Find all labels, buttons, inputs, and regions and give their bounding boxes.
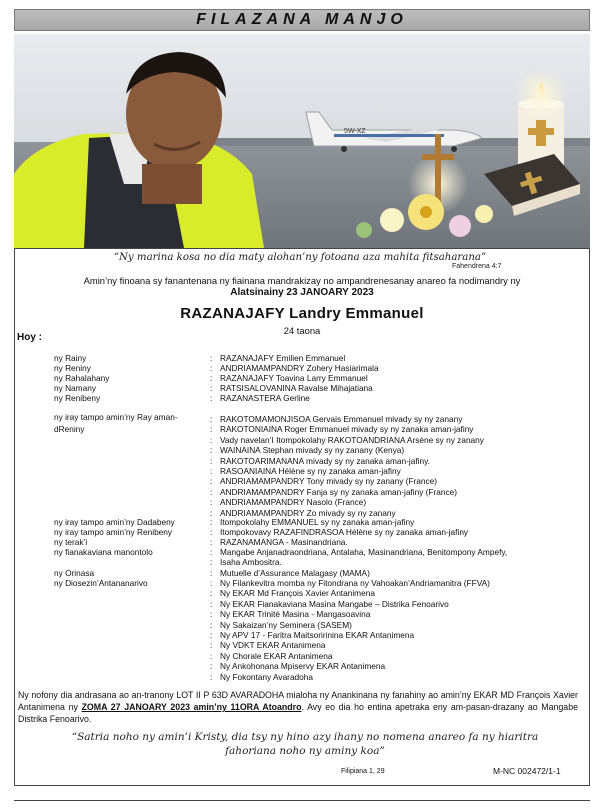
relative-entry [210, 497, 366, 507]
burial-date-highlight: ZOMA 27 JANOARY 2023 amin’ny 11ORA Atoandro [81, 702, 302, 712]
announcement-line: Amin’ny finoana sy fanantenana ny fiainana mandrakizay no ampandrenesanay anareo fa nodimandry ny [83, 275, 521, 286]
entry-colon: : [210, 353, 213, 363]
death-date: Alatsinainy 23 JANOARY 2023 [230, 287, 374, 298]
relative-label: ny iray tampo amin’ny Dadabeny [54, 517, 175, 527]
relative-entry [210, 414, 462, 424]
entry-colon: : [210, 598, 213, 609]
relative-entry [210, 537, 348, 547]
relative-entry-text: RAZANASTERA Gerline [220, 393, 310, 403]
entry-colon: : [210, 671, 213, 682]
relative-entry [210, 599, 449, 609]
entry-colon: : [210, 424, 213, 435]
relative-entry [210, 609, 370, 619]
epigraph-reference: Fahendrena 4:7 [452, 263, 502, 270]
relative-entry [210, 568, 370, 578]
relative-entry-text: Ny Filankevitra momba ny Fitondrana ny Vahoakan’Andriamanitra (FFVA) [220, 578, 490, 588]
bottom-divider [14, 800, 590, 801]
burial-text-before: Ny nofony dia andrasana ao an-tranony LOT II P 63D AVARADOHA mialoha ny Anankinana ny fanahiny ao amin’ny EKAR MD François Xavier Antanimena ny [18, 690, 578, 712]
relative-entry [210, 466, 401, 476]
entry-colon: : [210, 517, 213, 527]
closing-reference: Filipiana 1, 29 [341, 768, 385, 775]
relative-label: ny terak’i [54, 537, 88, 547]
relative-entry [210, 445, 404, 455]
entry-colon: : [210, 476, 213, 487]
relative-entry [210, 578, 490, 588]
relative-entry [210, 353, 345, 363]
entry-colon: : [210, 609, 213, 620]
burial-text-after: . Avy eo dia ho entina apetraka eny am-pasan-drazany ao Mangabe Distrika Fenoarivo. [18, 702, 578, 724]
svg-text:5W-XZ: 5W-XZ [344, 128, 366, 135]
entry-colon: : [210, 383, 213, 393]
deceased-name: RAZANAJAFY Landry Emmanuel [180, 305, 424, 322]
relative-entry [210, 672, 313, 682]
relative-entry-text: ANDRIAMAMPANDRY Nasolo (France) [220, 497, 367, 508]
relative-entry-text: Mutuelle d’Assurance Malagasy (MAMA) [220, 568, 370, 578]
entry-colon: : [210, 578, 213, 588]
relative-entry-text: Ny EKAR Md François Xavier Antanimena [220, 588, 375, 599]
relative-entry [210, 476, 437, 486]
relative-entry [210, 424, 473, 434]
relative-entry-text: Ny EKAR Trinité Masina - Mangasoavina [220, 609, 371, 620]
entry-colon: : [210, 497, 213, 508]
relative-label: ny iray tampo amin’ny Ray aman-dReniny [54, 412, 178, 434]
epigraph-quote: “Ny marina kosa no dia maty alohan’ny fotoana aza mahita fitsaharana” [113, 252, 487, 263]
relative-entry-text: Itompokolahy EMMANUEL sy ny zanaka aman-jafiny [220, 517, 415, 527]
relative-entry [210, 393, 310, 403]
memorial-photo [14, 34, 590, 248]
reference-code: M-NC 002472/1-1 [493, 766, 561, 776]
deceased-age: 24 taona [283, 325, 321, 336]
entry-colon: : [210, 557, 213, 568]
relative-entry [210, 456, 430, 466]
relative-entry [210, 547, 507, 557]
relative-entry-text: RAZANAJAFY Emilien Emmanuel [220, 353, 346, 363]
entry-colon: : [210, 507, 213, 518]
relative-entry-text: RAKOTOMAMONJISOA Gervais Emmanuel mivady sy ny zanany [220, 414, 463, 424]
page-title: FILAZANA MANJO [196, 11, 408, 28]
relative-entry [210, 363, 379, 373]
relative-entry-text: Ny Sakaizan’ny Seminera (SASEM) [220, 619, 352, 630]
entry-colon: : [210, 445, 213, 456]
relative-entry-text: Itompokovavy RAZAFINDRASOA Hélène sy ny zanaka aman-jafiny [220, 527, 469, 537]
relative-label: ny Namany [54, 383, 96, 393]
relative-entry-text: Ny EKAR Fianakaviana Masina Mangabe – Distrika Fenoarivo [220, 598, 449, 609]
relative-label: ny Reniny [54, 363, 91, 373]
burial-details [18, 689, 578, 725]
entry-colon: : [210, 547, 213, 557]
relative-entry-text: RASOANIAINA Hélène sy ny zanaka aman-jafiny [220, 466, 401, 476]
entry-colon: : [210, 640, 213, 651]
relative-entry [210, 383, 373, 393]
entry-colon: : [210, 537, 213, 547]
relative-entry-text: Ny APV 17 - Faritra Maitsoririnina EKAR Antanimena [220, 630, 415, 640]
relative-entry-text: ANDRIAMAMPANDRY Tony mivady sy ny zanany (France) [220, 476, 438, 487]
relative-entry [210, 557, 282, 567]
entry-colon: : [210, 434, 213, 445]
relative-entry-text: RAZANAJAFY Toavina Larry Emmanuel [220, 373, 368, 383]
relative-entry [210, 651, 333, 661]
entry-colon: : [210, 588, 213, 599]
relative-entry-text: Isaha Ambositra. [220, 557, 282, 568]
relative-entry-text: RAKOTONIAINA Roger Emmanuel mivady sy ny zanaka aman-jafiny [220, 424, 474, 435]
entry-colon: : [210, 373, 213, 383]
relative-entry [210, 527, 468, 537]
relative-entry-text: ANDRIAMAMPANDRY Fanja sy ny zanaka aman-jafiny (France) [220, 486, 457, 497]
entry-colon: : [210, 650, 213, 661]
relative-entry [210, 661, 385, 671]
relative-entry-text: Ny Fokontany Avaradoha [220, 671, 314, 682]
relative-entry [210, 517, 414, 527]
entry-colon: : [210, 630, 213, 640]
header-bar [14, 9, 590, 31]
entry-colon: : [210, 363, 213, 373]
relative-entry-text: Ny VDKT EKAR Antanimena [220, 640, 326, 651]
entry-colon: : [210, 414, 213, 424]
relative-entry-text: Ny Ankohonana Mpiservy EKAR Antanimena [220, 661, 386, 672]
relative-entry-text: RATSISALOVANINA Ravalse Mihajatiana [220, 383, 373, 393]
relative-entry [210, 620, 352, 630]
relative-label: ny Diosezin’Antananarivo [54, 578, 148, 588]
relative-entry-text: RAKOTOARIMANANA mivady sy ny zanaka aman-jafiny. [220, 455, 430, 466]
entry-colon: : [210, 466, 213, 476]
relative-entry-text: ANDRIAMAMPANDRY Zo mivady sy ny zanany [220, 507, 396, 518]
entry-colon: : [210, 619, 213, 630]
entry-colon: : [210, 568, 213, 578]
relative-entry [210, 373, 368, 383]
relative-entry-text: Mangabe Anjanadraondriana, Antalaha, Masinandriana, Benitompony Ampefy, [220, 547, 508, 557]
entry-colon: : [210, 393, 213, 403]
relative-label: ny Rainy [54, 353, 87, 363]
relative-entry [210, 640, 325, 650]
entry-colon: : [210, 527, 213, 537]
relative-entry-text: RAZANAMANGA - Masinandriana. [220, 537, 348, 547]
entry-colon: : [210, 455, 213, 466]
relative-entry-text: Vady navelan’I Itompokolahy RAKOTOANDRIANA Arsène sy ny zanany [220, 434, 484, 445]
relative-label: ny Renibeny [54, 393, 101, 403]
relative-label: ny Orinasa [54, 568, 95, 578]
closing-quote: “Satria noho ny amin’i Kristy, dia tsy ny hino azy ihany no nomena anareo fa ny hiaritra fahoriana noho ny aminy koa” [71, 731, 539, 757]
hoy-label: Hoy : [17, 332, 42, 343]
relative-label: ny iray tampo amin’ny Renibeny [54, 527, 173, 537]
relative-label: ny fianakaviana manontolo [54, 547, 153, 557]
relative-entry [210, 435, 484, 445]
entry-colon: : [210, 661, 213, 672]
relative-entry [210, 487, 457, 497]
relative-entry-text: Ny Chorale EKAR Antanimena [220, 650, 333, 661]
relative-entry [210, 630, 414, 640]
relative-entry-text: ANDRIAMAMPANDRY Zohery Hasiarimala [220, 363, 379, 373]
relative-entry [210, 588, 375, 598]
relative-label: ny Rahalahany [54, 373, 110, 383]
entry-colon: : [210, 486, 213, 497]
relative-entry-text: WAINAINA Stephan mivady sy ny zanany (Kenya) [220, 445, 405, 456]
